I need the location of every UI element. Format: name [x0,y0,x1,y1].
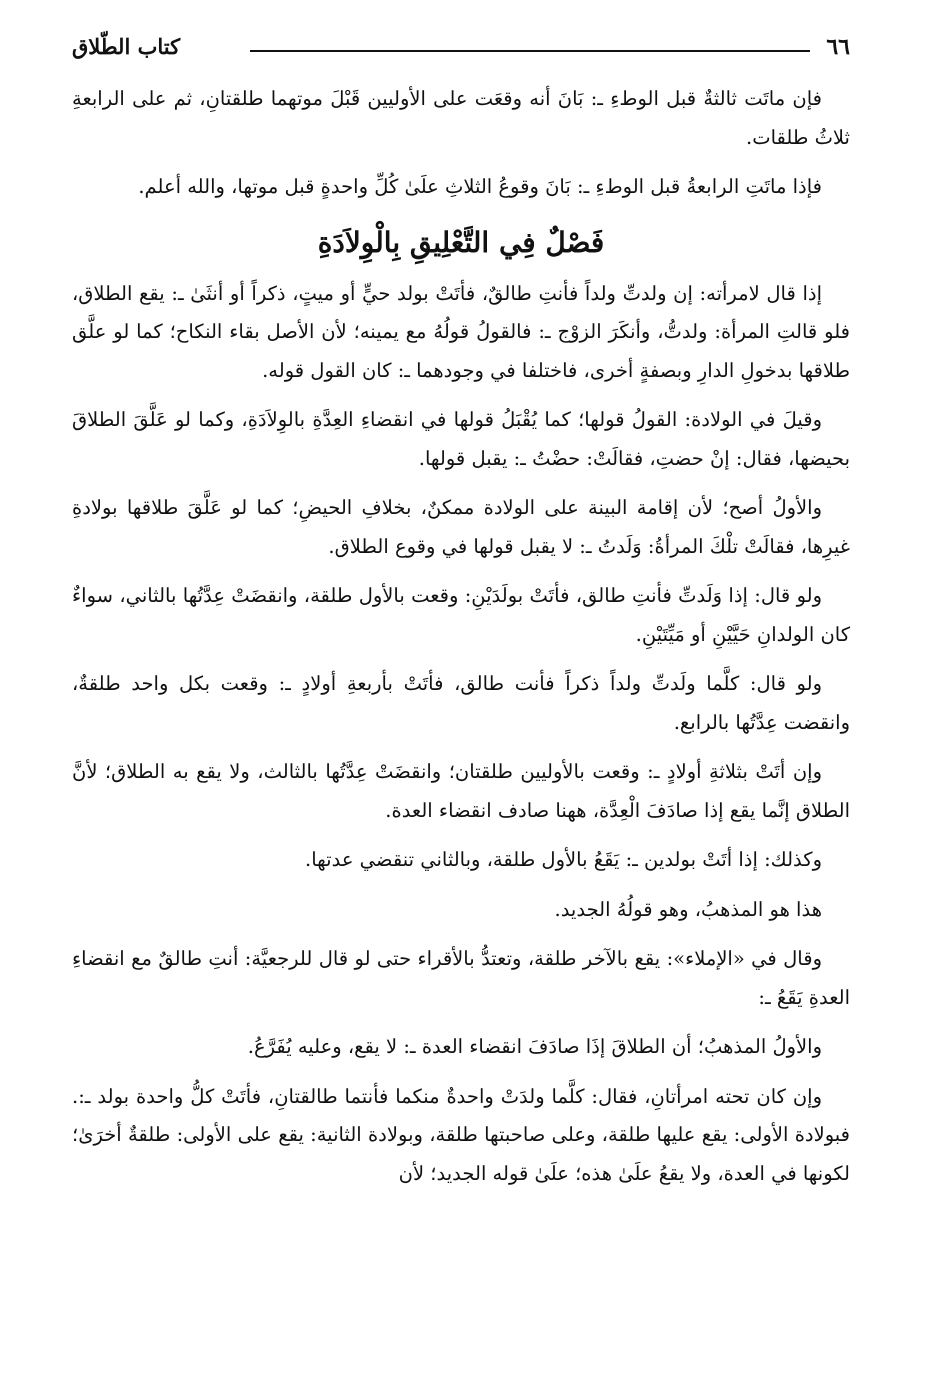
paragraph: ولو قال: كلَّما ولَدتِّ ولداً ذكراً فأنت طالق، فأتَتْ بأربعةِ أولادٍ ـ: وقعت بكل واحد طلقةٌ، وانقضت عِدَّتُها بالرابع. [72,672,850,734]
paragraph: إذا قال لامرأته: إن ولدتِّ ولداً فأنتِ طالقٌ، فأتَتْ بولد حيٍّ أو ميتٍ، ذكراً أو أنثَىٰ ـ: يقع الطلاق، فلو قالتِ المرأة: ولدتُّ، وأنكَرَ الزوْج ـ: فالقولُ قولُهُ مع يمينه؛ لأن الأصل بقاء النكاح؛ كما لو علَّق طلاقها بدخولِ الدارِ وبصفةٍ أخرى، فاختلفا في وجودهما ـ: كان القول قوله. [72,281,850,382]
paragraph: وقيلَ في الولادة: القولُ قولها؛ كما يُقْبَلُ قولها في انقضاءِ العِدَّةِ بالوِلاَدَةِ، وكما لو عَلَّقَ الطلاقَ بحيضها، فقال: إنْ حضتِ، فقالَتْ: حضْتُ ـ: يقبل قولها. [72,408,850,470]
section-heading: فَصْلٌ فِي التَّعْلِيقِ بِالْوِلاَدَةِ [317,225,605,259]
paragraph: وقال في «الإملاء»: يقع بالآخر طلقة، وتعتدُّ بالأقراء حتى لو قال للرجعيَّة: أنتِ طالقٌ مع انقضاءِ العدةِ يَقَعُ ـ: [72,947,850,1009]
header-rule [250,50,810,52]
paragraph: فإن ماتَت ثالثةٌ قبل الوطءِ ـ: بَانَ أنه وقعَت على الأوليين قَبْلَ موتهما طلقتانِ، ثم على الرابعةِ ثلاثُ طلقات. [72,87,850,149]
page-body [72,80,850,1204]
page-header [72,34,850,68]
paragraph: هذا هو المذهبُ، وهو قولُهُ الجديد. [554,897,822,921]
paragraph: وكذلك: إذا أتَتْ بولدين ـ: يَقَعُ بالأول طلقة، وبالثاني تنقضي عدتها. [305,848,822,871]
paragraph: وإن كان تحته امرأتانِ، فقال: كلَّما ولدَتْ واحدةٌ منكما فأنتما طالقتانِ، فأتَتْ كلُّ واحدة بولد ـ:. فبولادة الأولى: يقع عليها طلقة، وعلى صاحبتها طلقة، وبولادة الثانية: يقع على الأولى: طلقةٌ أخرَىٰ؛ لكونها في العدة، ولا يقعُ علَىٰ هذه؛ علَىٰ قوله الجديد؛ لأن [72,1084,850,1185]
paragraph: وإن أتَتْ بثلاثةِ أولادٍ ـ: وقعت بالأوليين طلقتان؛ وانقضَتْ عِدَّتُها بالثالث، ولا يقع به الطلاق؛ لأنَّ الطلاق إنَّما يقع إذا صادَفَ الْعِدَّة، ههنا صادف انقضاء العدة. [72,760,850,822]
paragraph: فإذا ماتَتِ الرابعةُ قبل الوطءِ ـ: بَانَ وقوعُ الثلاثِ علَىٰ كُلِّ واحدةٍ قبل موتها، والله أعلم. [138,175,822,198]
paragraph: والأولُ المذهبُ؛ أن الطلاقَ إذَا صادَفَ انقضاء العدة ـ: لا يقع، وعليه يُفَرَّعُ. [247,1035,822,1058]
running-title: كتاب الطّلاق [72,34,181,59]
paragraph: والأولُ أصح؛ لأن إقامة البينة على الولادة ممكنٌ، بخلافِ الحيضِ؛ كما لو عَلَّقَ طلاقها بولادةِ غيرِها، فقالَتْ تلْكَ المرأةُ: وَلَدتُ ـ: لا يقبل قولها في وقوع الطلاق. [72,496,850,558]
page-number: ٦٦ [826,34,850,60]
paragraph: ولو قال: إذا وَلَدتِّ فأنتِ طالق، فأتَتْ بولَدَيْنِ: وقعت بالأول طلقة، وانقضَتْ عِدَّتُها بالثاني، سواءٌ كان الولدانِ حَيَّيْنِ أو مَيِّتَيْنِ. [72,584,850,646]
